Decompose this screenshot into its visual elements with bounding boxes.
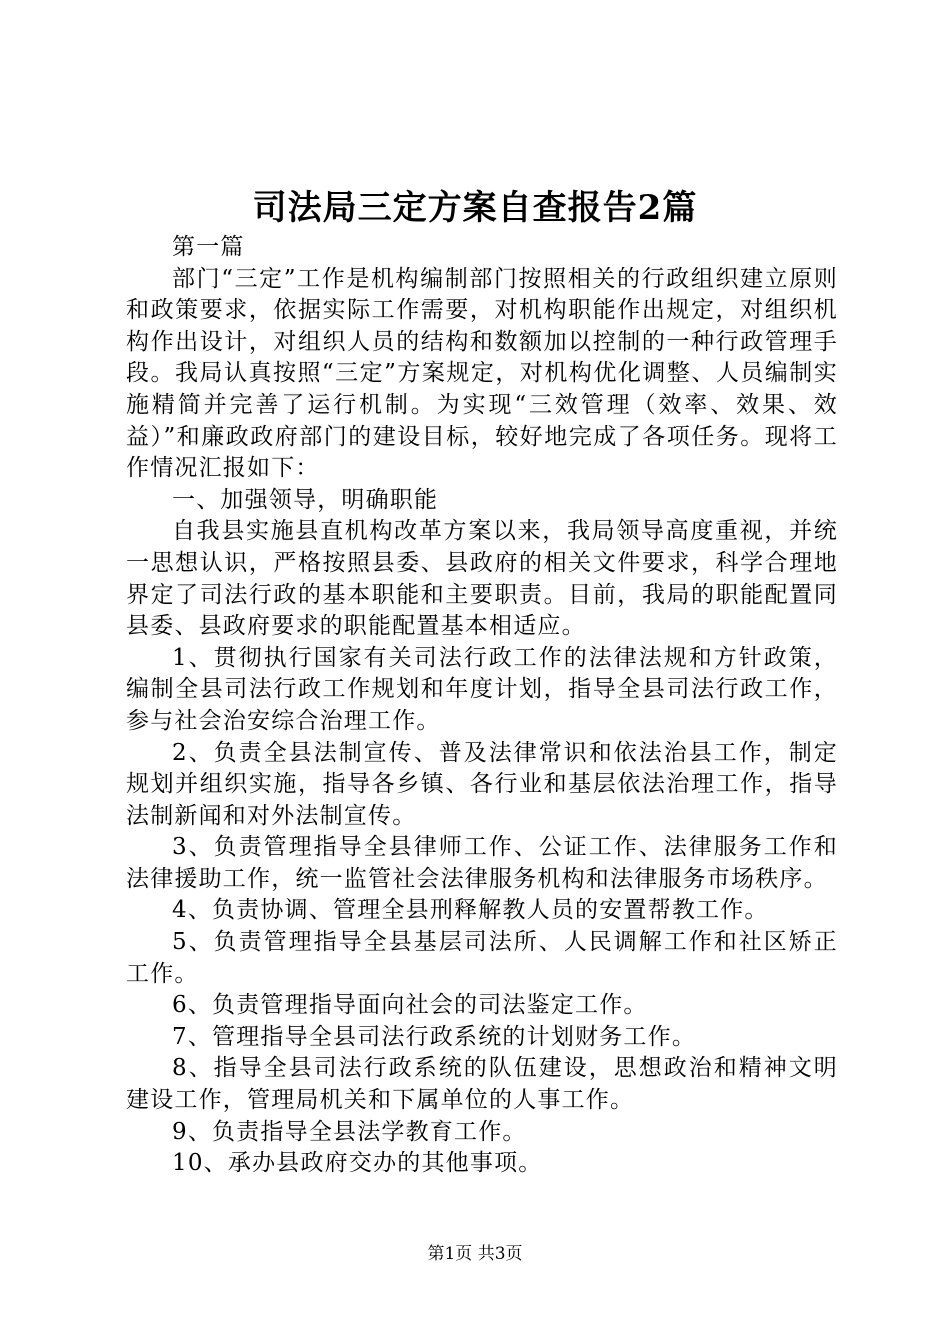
list-item: 5、负责管理指导全县基层司法所、人民调解工作和社区矫正工作。 [126,929,838,987]
list-item: 4、负责协调、管理全县刑释解教人员的安置帮教工作。 [172,897,769,924]
section-heading-part-one: 第一篇 [172,234,245,260]
list-item: 8、指导全县司法行政系统的队伍建设，思想政治和精神文明建设工作，管理局机关和下属单位的人事工作。 [126,1055,838,1114]
list-item: 7、管理指导全县司法行政系统的计划财务工作。 [172,1023,697,1050]
intro-paragraph: 部门“三定”工作是机构编制部门按照相关的行政组织建立原则和政策要求，依据实际工作需要，对机构职能作出规定，对组织机构作出设计，对组织人员的结构和数额加以控制的一种行政管理手段。我局认真按照“三定”方案规定，对机构优化调整、人员编制实施精简并完善了运行机制。为实现“三效管理（效率、效果、效益）”和廉政政府部门的建设目标，较好地完成了各项任务。现将工作情况汇报如下： [126,265,838,482]
list-item: 1、贯彻执行国家有关司法行政工作的法律法规和方针政策，编制全县司法行政工作规划和年度计划，指导全县司法行政工作，参与社会治安综合治理工作。 [126,644,838,734]
body-paragraph: 自我县实施县直机构改革方案以来，我局领导高度重视，并统一思想认识，严格按照县委、县政府的相关文件要求，科学合理地界定了司法行政的基本职能和主要职责。目前，我局的职能配置同县委、县政府要求的职能配置基本相适应。 [126,518,838,640]
document-body [126,232,838,1180]
list-item: 9、负责指导全县法学教育工作。 [172,1118,527,1145]
list-item: 2、负责全县法制宣传、普及法律常识和依法治县工作，制定规划并组织实施，指导各乡镇、各行业和基层依法治理工作，指导法制新闻和对外法制宣传。 [126,739,838,829]
document-title: 司法局三定方案自查报告2篇 [252,188,698,228]
list-item: 6、负责管理指导面向社会的司法鉴定工作。 [172,992,648,1019]
section-heading: 一、加强领导，明确职能 [172,486,439,513]
list-item: 10、承办县政府交办的其他事项。 [172,1150,543,1177]
page-number-footer: 第1页 共3页 [427,1244,523,1264]
list-item: 3、负责管理指导全县律师工作、公证工作、法律服务工作和法律援助工作，统一监管社会法律服务机构和法律服务市场秩序。 [126,834,838,892]
